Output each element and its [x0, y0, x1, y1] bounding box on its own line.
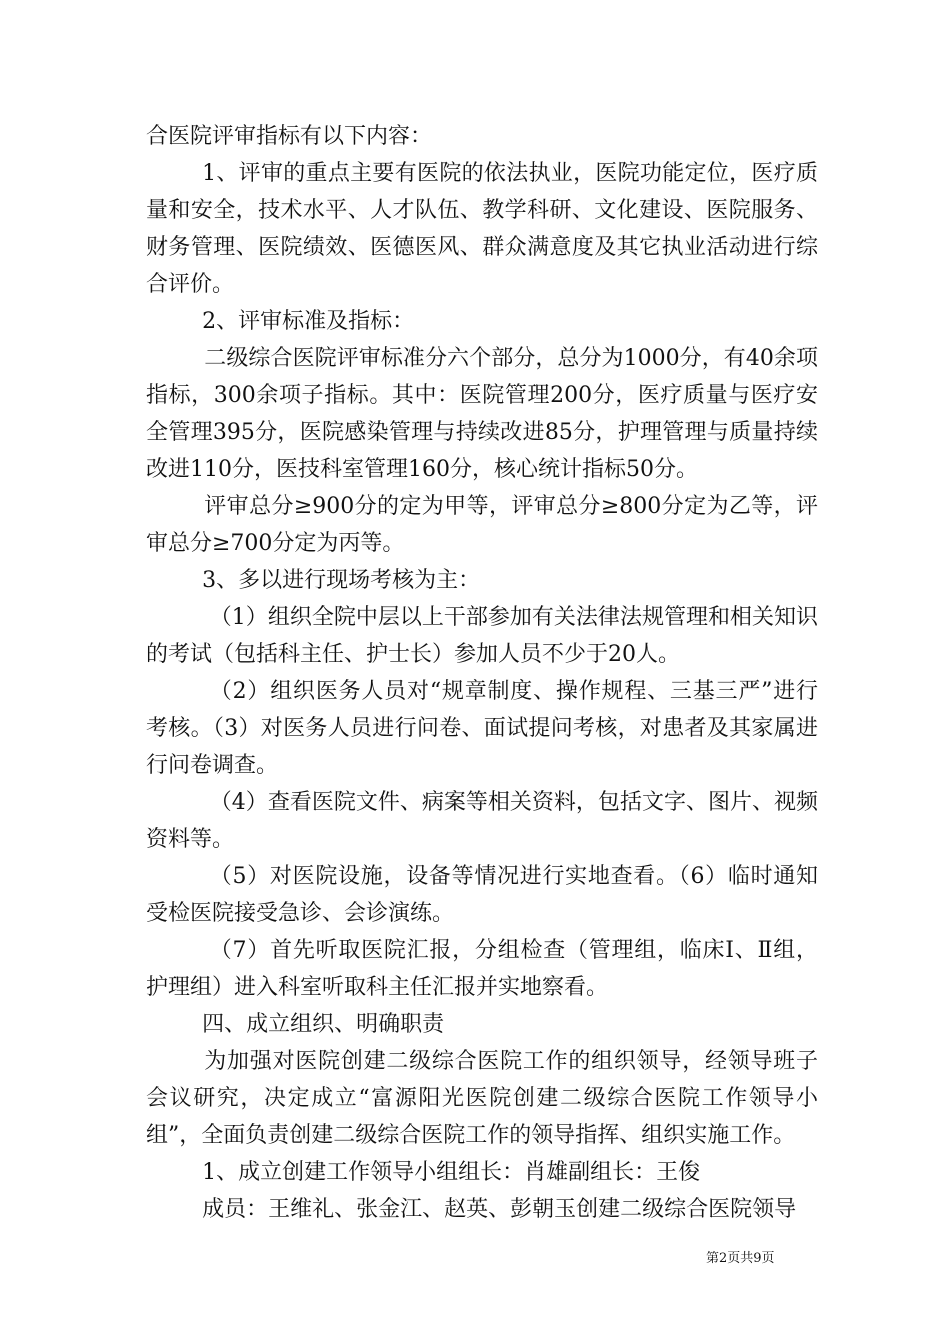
- paragraph-standards-detail: 二级综合医院评审标准分六个部分，总分为1000分，有40余项指标，300余项子指标。其中：医院管理200分，医疗质量与医疗安全管理395分，医院感染管理与持续改进85分，护理管理与质量持续改进110分，医技科室管理160分，核心统计指标50分。: [146, 346, 818, 482]
- paragraph-item-4: （4）查看医院文件、病案等相关资料，包括文字、图片、视频资料等。: [146, 790, 818, 852]
- paragraph-group-members: 成员：王维礼、张金江、赵英、彭朝玉创建二级综合医院领导: [202, 1197, 797, 1222]
- page-number: 第2页共9页: [706, 1251, 775, 1266]
- paragraph-item-5-6: （5）对医院设施，设备等情况进行实地查看。（6）临时通知受检医院接受急诊、会诊演练。: [146, 864, 818, 926]
- paragraph-review-focus: 1、评审的重点主要有医院的依法执业，医院功能定位，医疗质量和安全，技术水平、人才队伍、教学科研、文化建设、医院服务、财务管理、医院绩效、医德医风、群众满意度及其它执业活动进行综合评价。: [146, 161, 818, 297]
- paragraph-item-7: （7）首先听取医院汇报，分组检查（管理组，临床Ⅰ、Ⅱ组，护理组）进入科室听取科主任汇报并实地察看。: [146, 938, 818, 1000]
- paragraph-standards-heading: 2、评审标准及指标：: [202, 309, 415, 334]
- document-body: [146, 118, 818, 1228]
- paragraph-leadership-group: 为加强对医院创建二级综合医院工作的组织领导，经领导班子会议研究，决定成立“富源阳光医院创建二级综合医院工作领导小组”，全面负责创建二级综合医院工作的领导指挥、组织实施工作。: [146, 1049, 818, 1148]
- paragraph-onsite-heading: 3、多以进行现场考核为主：: [202, 568, 481, 593]
- paragraph-continuation: 合医院评审指标有以下内容：: [146, 124, 433, 149]
- paragraph-grading: 评审总分≥900分的定为甲等，评审总分≥800分定为乙等，评审总分≥700分定为丙等。: [146, 494, 818, 556]
- paragraph-group-leaders: 1、成立创建工作领导小组组长：肖雄副组长：王俊: [202, 1160, 701, 1185]
- paragraph-item-2-3: （2）组织医务人员对“规章制度、操作规程、三基三严”进行考核。（3）对医务人员进行问卷、面试提问考核，对患者及其家属进行问卷调查。: [146, 679, 818, 778]
- section-heading-organization: 四、成立组织、明确职责: [202, 1012, 445, 1037]
- paragraph-item-1: （1）组织全院中层以上干部参加有关法律法规管理和相关知识的考试（包括科主任、护士长）参加人员不少于20人。: [146, 605, 818, 667]
